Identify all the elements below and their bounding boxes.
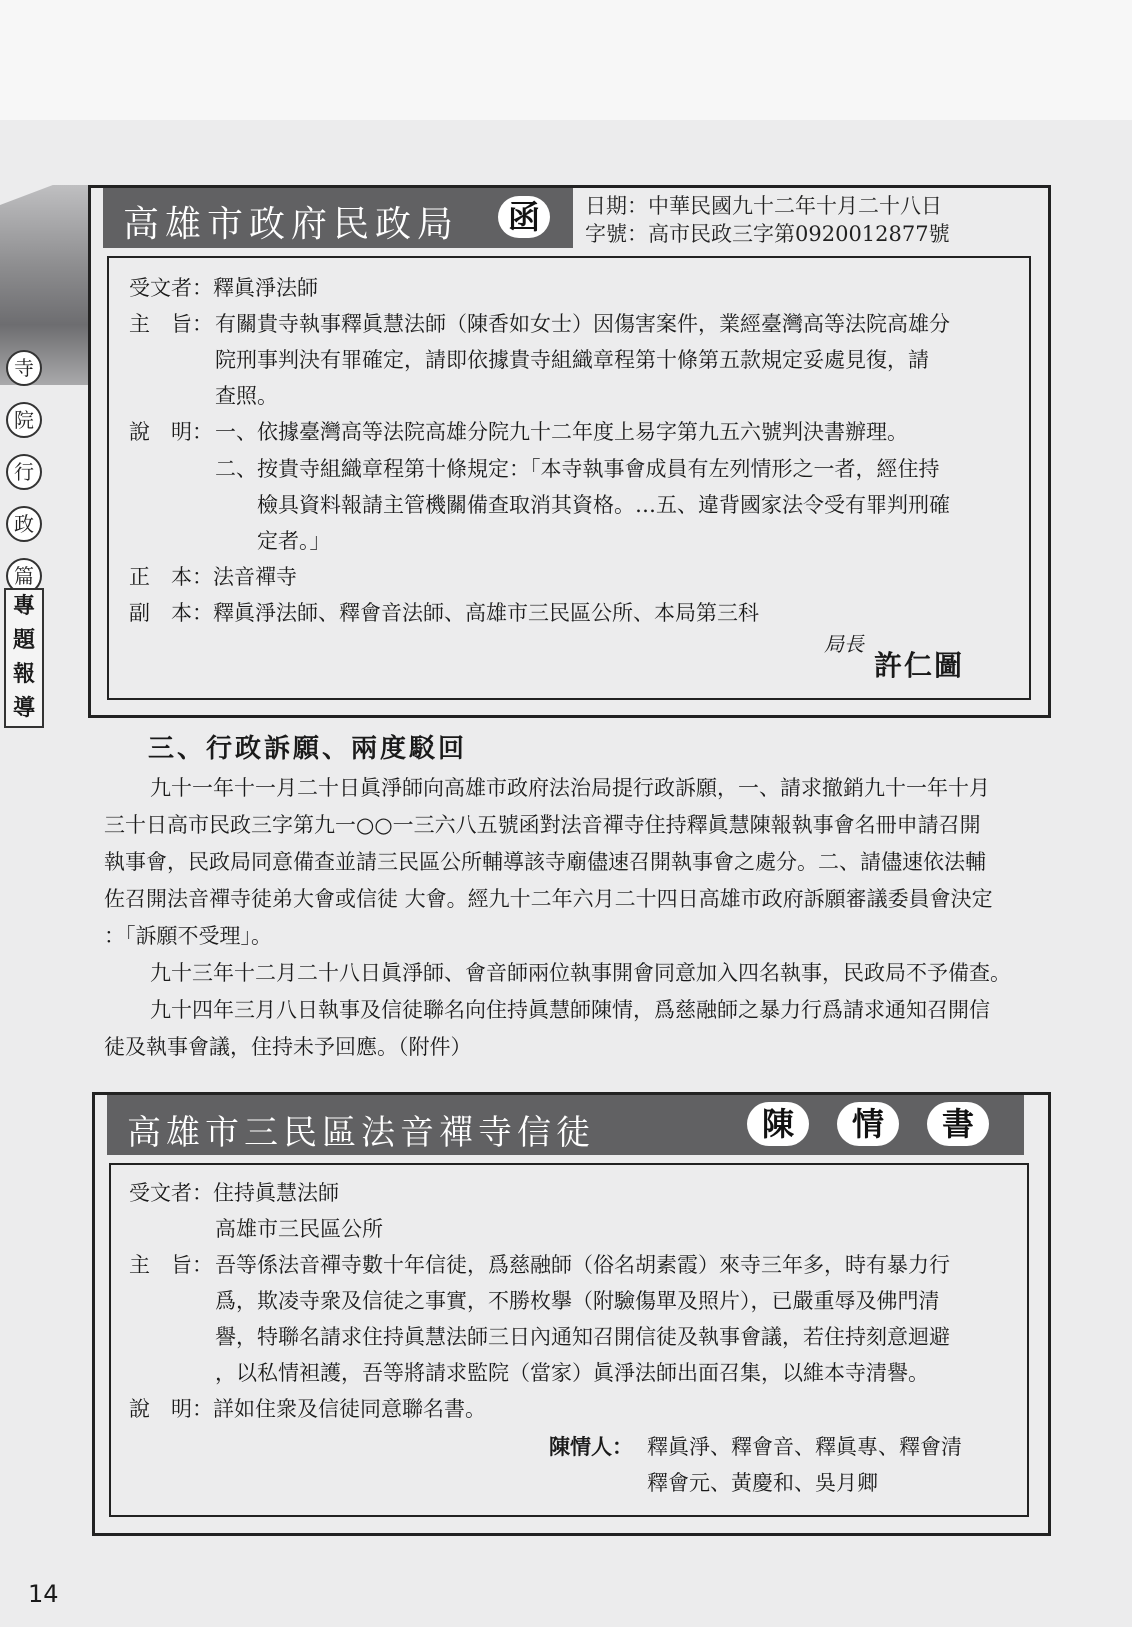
page-number: 14 bbox=[28, 1580, 59, 1608]
letter-title-banner bbox=[103, 188, 573, 248]
side-tab-char: 政 bbox=[6, 506, 42, 542]
explain-line: 二、按貴寺組織章程第十條規定：「本寺執事會成員有左列情形之一者，經住持 bbox=[215, 457, 940, 481]
explain-row bbox=[129, 1391, 486, 1427]
side-tab-circles bbox=[4, 350, 42, 610]
side-box-char: 題 bbox=[12, 628, 35, 653]
main-copy-label: 正 本： bbox=[129, 565, 213, 589]
subject-line: 有關貴寺執事釋眞慧法師（陳香如女士）因傷害案件，業經臺灣高等法院高雄分 bbox=[215, 312, 950, 336]
official-letter-panel bbox=[88, 185, 1051, 718]
petition-body bbox=[109, 1163, 1029, 1517]
petition-title-banner bbox=[107, 1095, 1024, 1155]
subject-line: 查照。 bbox=[215, 384, 278, 408]
subject-label: 主 旨： bbox=[129, 312, 213, 336]
explain-value: 詳如住衆及信徒同意聯名書。 bbox=[213, 1397, 486, 1421]
signer-title: 局長 bbox=[824, 632, 864, 656]
petitioner-line: 釋會元、黃慶和、吳月卿 bbox=[647, 1471, 878, 1495]
subject-line: 譽，特聯名請求住持眞慧法師三日內通知召開信徒及執事會議，若住持刻意迴避 bbox=[215, 1325, 950, 1349]
letter-date: 日期：中華民國九十二年十月二十八日 bbox=[585, 194, 942, 218]
main-copy-value: 法音禪寺 bbox=[213, 565, 297, 589]
side-tab-char: 行 bbox=[6, 454, 42, 490]
subject-line: ，以私情袒護，吾等將請求監院（當家）眞淨法師出面召集，以維本寺清譽。 bbox=[215, 1361, 929, 1385]
paragraph-line: ：「訴願不受理」。 bbox=[104, 924, 272, 948]
petition-badge: 情 bbox=[837, 1102, 899, 1146]
explain-label: 說 明： bbox=[129, 1397, 213, 1421]
letter-body bbox=[107, 256, 1031, 700]
paragraph-line: 三十日高市民政三字第九一○○一三六八五號函對法音禪寺住持釋眞慧陳報執事會名冊申請召開 bbox=[104, 813, 981, 837]
subject-label: 主 旨： bbox=[129, 1253, 213, 1277]
paragraph-line: 執事會，民政局同意備查並請三民區公所輔導該寺廟儘速召開執事會之處分。二、請儘速依法輔 bbox=[104, 850, 986, 874]
petition-panel bbox=[92, 1092, 1051, 1536]
explain-label: 說 明： bbox=[129, 420, 213, 444]
recipient-value: 高雄市三民區公所 bbox=[215, 1217, 383, 1241]
cc-label: 副 本： bbox=[129, 601, 213, 625]
letter-date-block bbox=[585, 192, 950, 248]
section-heading: 三、行政訴願、兩度駁回 bbox=[148, 734, 468, 764]
recipient-value: 住持眞慧法師 bbox=[213, 1181, 339, 1205]
signer-name: 許仁圖 bbox=[874, 649, 965, 682]
petition-badge: 書 bbox=[927, 1102, 989, 1146]
recipient-label: 受文者： bbox=[129, 276, 213, 300]
side-tab-box bbox=[4, 588, 44, 728]
explain-line: 定者。」 bbox=[257, 529, 331, 553]
recipient-row bbox=[129, 270, 318, 306]
petition-title: 高雄市三民區法音禪寺信徒 bbox=[127, 1113, 595, 1153]
subject-line: 爲，欺凌寺衆及信徒之事實，不勝枚擧（附驗傷單及照片），已嚴重辱及佛門清 bbox=[215, 1289, 940, 1313]
letter-ref: 字號：高市民政三字第0920012877號 bbox=[585, 222, 950, 246]
petition-badge: 陳 bbox=[747, 1102, 809, 1146]
letter-badge: 函 bbox=[498, 196, 550, 238]
subject-line: 院刑事判決有罪確定，請即依據貴寺組織章程第十條第五款規定妥處見復，請 bbox=[215, 348, 929, 372]
paragraph-line: 九十一年十一月二十日眞淨師向高雄市政府法治局提行政訴願，一、請求撤銷九十一年十月 bbox=[150, 776, 990, 800]
petitioner-label: 陳情人： bbox=[549, 1434, 633, 1459]
main-copy-row bbox=[129, 559, 297, 595]
recipient-value: 釋眞淨法師 bbox=[213, 276, 318, 300]
paragraph-line: 徒及執事會議，住持未予回應。（附件） bbox=[104, 1035, 472, 1059]
paragraph-line: 九十四年三月八日執事及信徒聯名向住持眞慧師陳情，爲慈融師之暴力行爲請求通知召開信 bbox=[150, 998, 990, 1022]
explain-line: 檢具資料報請主管機關備查取消其資格。…五、違背國家法令受有罪判刑確 bbox=[257, 493, 950, 517]
petitioner-line: 釋眞淨、釋會音、釋眞專、釋會清 bbox=[647, 1435, 962, 1459]
side-box-char: 報 bbox=[12, 662, 35, 687]
explain-line: 一、依據臺灣高等法院高雄分院九十二年度上易字第九五六號判決書辦理。 bbox=[215, 420, 908, 444]
side-box-char: 導 bbox=[12, 696, 35, 721]
side-tab-char: 寺 bbox=[6, 350, 42, 386]
paragraph-line: 佐召開法音禪寺徒弟大會或信徒 大會。經九十二年六月二十四日高雄市政府訴願審議委員會決定 bbox=[104, 887, 993, 911]
recipient-label: 受文者： bbox=[129, 1181, 213, 1205]
side-box-char: 專 bbox=[12, 594, 35, 619]
cc-row bbox=[129, 595, 759, 631]
paragraph-line: 九十三年十二月二十八日眞淨師、會音師兩位執事開會同意加入四名執事，民政局不予備查。 bbox=[150, 961, 1011, 985]
subject-line: 吾等係法音禪寺數十年信徒，爲慈融師（俗名胡素霞）來寺三年多，時有暴力行 bbox=[215, 1253, 950, 1277]
side-tab-char: 篇 bbox=[6, 558, 42, 594]
cc-value: 釋眞淨法師、釋會音法師、高雄市三民區公所、本局第三科 bbox=[213, 601, 759, 625]
letter-title: 高雄市政府民政局 bbox=[123, 204, 460, 245]
side-tab-char: 院 bbox=[6, 402, 42, 438]
recipient-row bbox=[129, 1175, 339, 1211]
page-top-margin bbox=[0, 0, 1132, 120]
